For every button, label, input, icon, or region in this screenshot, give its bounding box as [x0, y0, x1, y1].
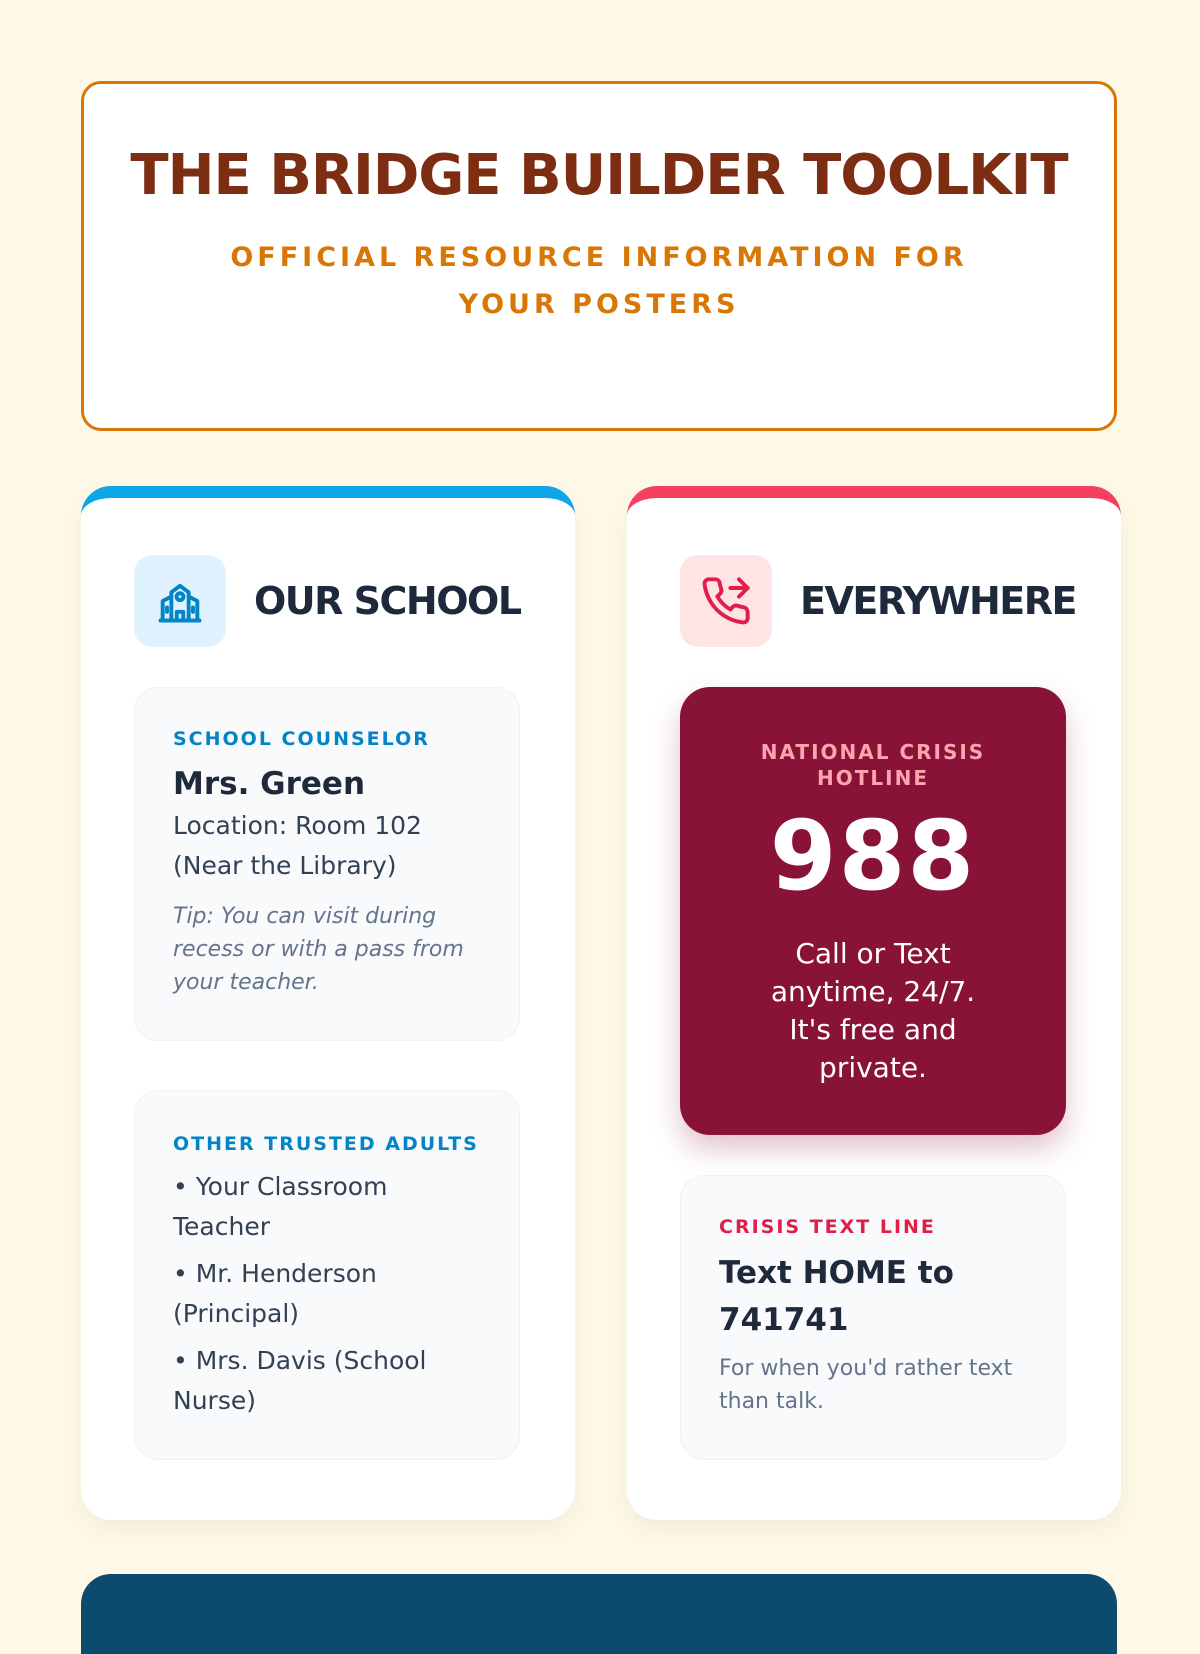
trusted-adults-list	[173, 1167, 481, 1421]
everywhere-panel	[627, 486, 1121, 1520]
text-line-label: CRISIS TEXT LINE	[719, 1216, 936, 1238]
counselor-name: Mrs. Green	[173, 766, 366, 802]
list-item: • Mrs. Davis (School Nurse)	[173, 1346, 427, 1415]
counselor-card	[134, 687, 520, 1041]
text-line-note: For when you'd rather text than talk.	[719, 1356, 1013, 1414]
our-school-header	[134, 555, 521, 647]
our-school-title: OUR SCHOOL	[254, 579, 521, 623]
counselor-label: SCHOOL COUNSELOR	[173, 728, 430, 750]
list-item: • Mr. Henderson (Principal)	[173, 1259, 377, 1328]
hotline-number: 988	[769, 800, 977, 912]
everywhere-title: EVERYWHERE	[800, 579, 1076, 623]
everywhere-header	[680, 555, 1076, 647]
text-line-headline: Text HOME to 741741	[719, 1255, 954, 1338]
trusted-adults-label: OTHER TRUSTED ADULTS	[173, 1133, 479, 1155]
crisis-text-line-card	[680, 1175, 1066, 1460]
counselor-tip: Tip: You can visit during recess or with a pass from your teacher.	[173, 904, 464, 995]
page-subtitle: OFFICIAL RESOURCE INFORMATION FOR YOUR POSTERS	[230, 242, 968, 320]
counselor-location: Location: Room 102 (Near the Library)	[173, 811, 422, 880]
hotline-description: Call or Text anytime, 24/7. It's free and private.	[770, 937, 976, 1084]
list-item: • Your Classroom Teacher	[173, 1172, 388, 1241]
crisis-hotline-card	[680, 687, 1066, 1135]
hotline-label: NATIONAL CRISIS HOTLINE	[760, 740, 986, 790]
trusted-adults-card	[134, 1090, 520, 1460]
footer-banner	[81, 1574, 1117, 1654]
our-school-panel	[81, 486, 575, 1520]
school-icon	[134, 555, 226, 647]
page-title: THE BRIDGE BUILDER TOOLKIT	[130, 143, 1068, 208]
phone-forwarded-icon	[680, 555, 772, 647]
header-card	[81, 81, 1117, 431]
